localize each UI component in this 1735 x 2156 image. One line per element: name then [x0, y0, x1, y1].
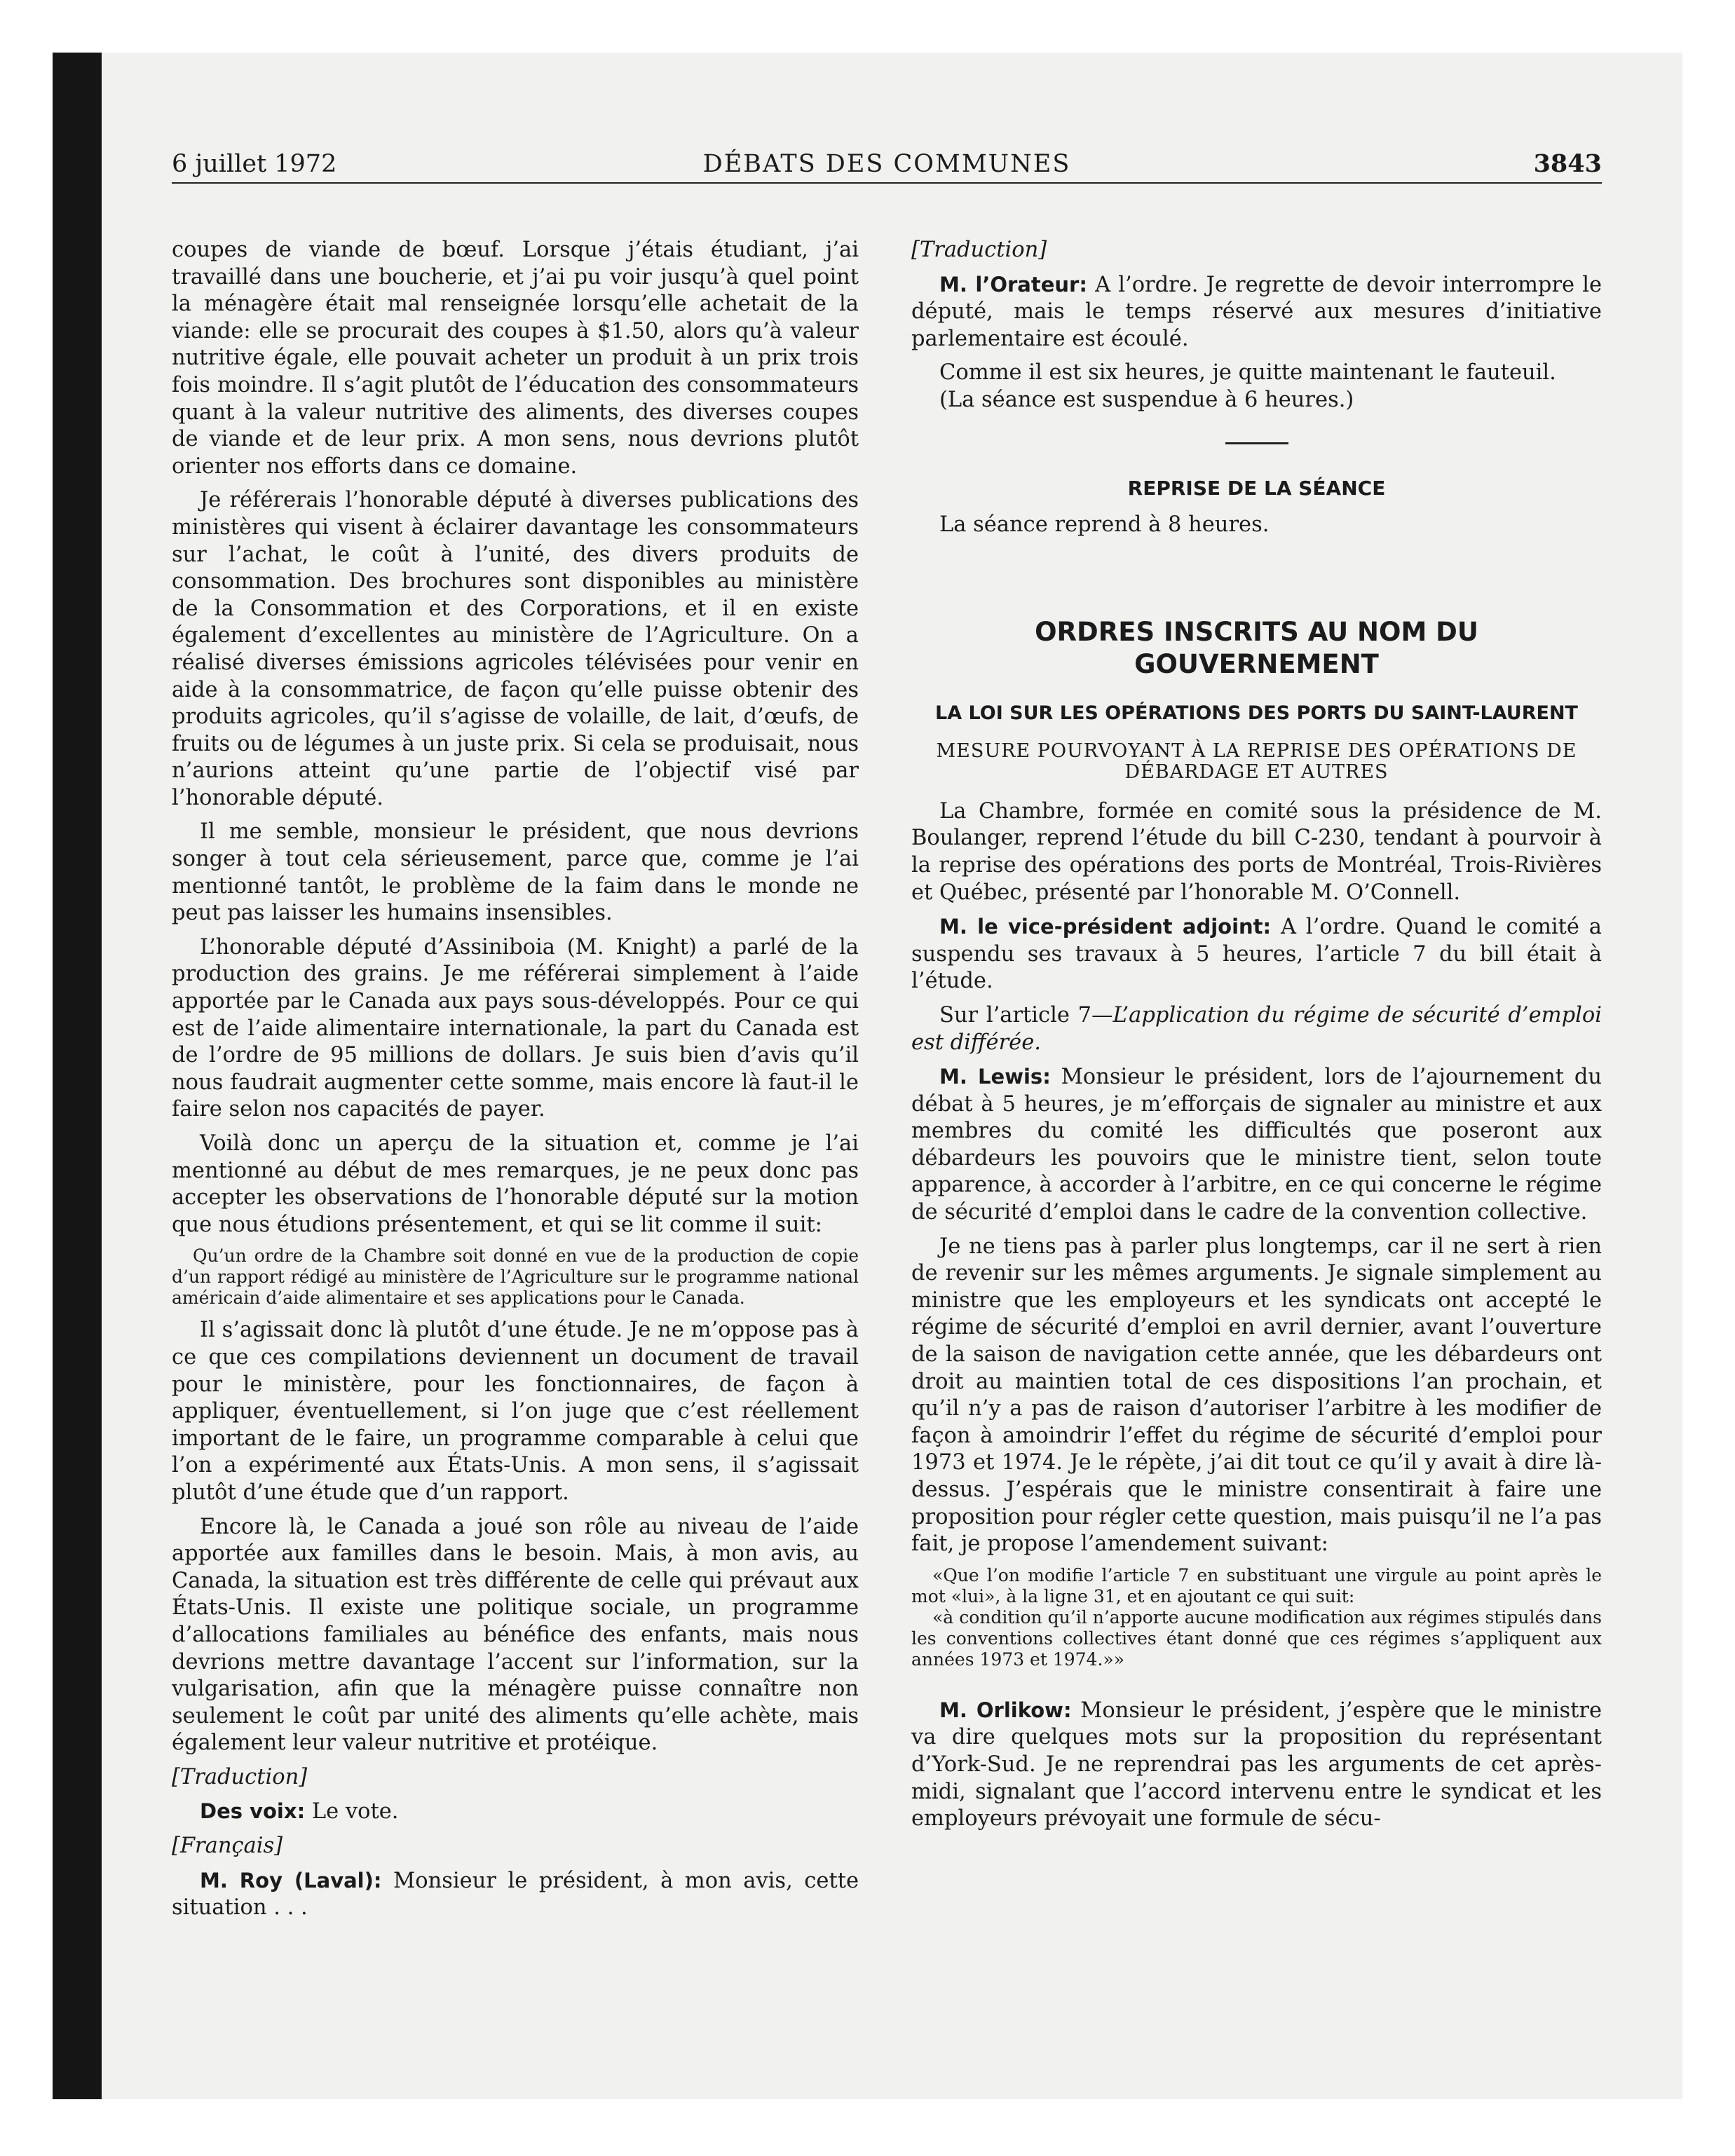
paragraph: Je référerais l’honorable député à diverses publications des ministères qui visent à éclairer davantage les consommateurs sur l’achat, le coût à l’unité, des divers produits de consommation. Des brochures sont disponibles au ministère de la Consommation et des Corporations, et il en existe également d’excellentes au ministère de l’Agriculture. On a réalisé diverses émissions agricoles télévisées pour venir en aide à la consommatrice, de façon qu’elle puisse obtenir des produits agricoles, qu’il s’agisse de volaille, de lait, d’œufs, de fruits ou de légumes à un juste prix. Si cela se produisait, nous n’aurions atteint qu’une partie de l’objectif visé par l’honorable député.: [172, 488, 859, 810]
language-marker: [Français]: [172, 1834, 283, 1859]
speech-des-voix: [172, 1798, 859, 1826]
left-column: [172, 237, 859, 1929]
article-line: [911, 1002, 1602, 1056]
paragraph: coupes de viande de bœuf. Lorsque j’étais étudiant, j’ai travaillé dans une boucherie, et j’ai pu voir jusqu’à quel point la ménagère était mal renseignée lorsqu’elle achetait de la viande: elle se procurait des coupes à $1.50, alors qu’à valeur nutritive égale, elle pouvait acheter un produit à un prix trois fois moindre. Il s’agit plutôt de l’éducation des consommateurs quant à la valeur nutritive des aliments, des diverses coupes de viande et de leur prix. A mon sens, nous devrions plutôt orienter nos efforts dans ce domaine.: [172, 238, 859, 479]
paragraph: Il me semble, monsieur le président, que nous devrions songer à tout cela sérieusement, parce que, comme je l’ai mentionné tantôt, le problème de la faim dans le monde ne peut pas laisser les humains insensibles.: [172, 819, 859, 926]
header-page-number: 3843: [1533, 149, 1602, 178]
speech-lewis: [911, 1063, 1602, 1227]
translation-marker: [Traduction]: [172, 1764, 308, 1789]
speaker-name: M. Orlikow:: [939, 1698, 1072, 1722]
paragraph: (La séance est suspendue à 6 heures.): [939, 387, 1354, 412]
speaker-name: M. Roy (Laval):: [200, 1868, 382, 1892]
loi-heading: LA LOI SUR LES OPÉRATIONS DES PORTS DU SAINT-LAURENT: [935, 702, 1578, 724]
paragraph: Il s’agissait donc là plutôt d’une étude. Je ne m’oppose pas à ce que ces compilations deviennent un document de travail pour le ministère, pour les fonctionnaires, de façon à appliquer, éventuellement, si l’on juge que c’est réellement important de le faire, un programme comparable à celui que l’on a expérimenté aux États-Unis. A mon sens, il s’agissait plutôt d’une étude que d’un rapport.: [172, 1318, 859, 1505]
reprise-heading: REPRISE DE LA SÉANCE: [1127, 476, 1386, 500]
article-title: L’application du régime de sécurité d’emploi est différée.: [911, 1002, 1602, 1055]
paragraph: La Chambre, formée en comité sous la présidence de M. Boulanger, reprend l’étude du bill C-230, tendant à pourvoir à la reprise des opérations des ports de Montréal, Trois-Rivières et Québec, présenté par l’honorable M. O’Connell.: [911, 798, 1602, 905]
mesure-heading: MESURE POURVOYANT À LA REPRISE DES OPÉRATIONS DE DÉBARDAGE ET AUTRES: [936, 739, 1577, 783]
amendment-quote: [911, 1565, 1602, 1670]
speech-text: Monsieur le président, à mon avis, cette situation . . .: [172, 1868, 859, 1920]
header-date: 6 juillet 1972: [172, 150, 337, 178]
speech-text: Monsieur le président, j’espère que le ministre va dire quelques mots sur la proposition du représentant d’York-Sud. Je ne reprendrai pas les arguments de cet après-midi, signalant que l’accord intervenu entre le syndicat et les employeurs prévoyait une formule de sécu-: [911, 1698, 1602, 1831]
paragraph: Encore là, le Canada a joué son rôle au niveau de l’aide apportée aux familles dans le besoin. Mais, à mon avis, au Canada, la situation est très différente de celle qui prévaut aux États-Unis. Il existe une politique sociale, un programme d’allocations familiales au bénéfice des enfants, mais nous devrions mettre davantage l’accent sur l’information, sur la vulgarisation, afin que la ménagère puisse connaître non seulement le coût par unité des aliments qu’elle achète, mais également leur valeur nutritive et protéique.: [172, 1514, 859, 1756]
speaker-name: M. l’Orateur:: [939, 272, 1087, 296]
amendment-quote-line: «à condition qu’il n’apporte aucune modification aux régimes stipulés dans les conventions collectives étant donné que ces régimes s’appliquent aux années 1973 et 1974.»»: [911, 1606, 1602, 1670]
paragraph: Voilà donc un aperçu de la situation et, comme je l’ai mentionné au début de mes remarques, je ne peux donc pas accepter les observations de l’honorable député sur la motion que nous étudions présentement, et qui se lit comme il suit:: [172, 1131, 859, 1237]
page-header: [172, 149, 1602, 184]
article-prefix: Sur l’article 7—: [939, 1002, 1113, 1028]
speaker-name: M. le vice-président adjoint:: [939, 915, 1272, 939]
speech-text: A l’ordre. Je regrette de devoir interrompre le député, mais le temps réservé aux mesures d’initiative parlementaire est écoulé.: [911, 272, 1603, 351]
speaker-name: Des voix:: [200, 1799, 306, 1824]
speech-orlikow: [911, 1697, 1602, 1833]
header-title: DÉBATS DES COMMUNES: [702, 150, 1071, 178]
spacer: [911, 1679, 1602, 1697]
paragraph: La séance reprend à 8 heures.: [939, 512, 1270, 538]
paragraph: L’honorable député d’Assiniboia (M. Knight) a parlé de la production des grains. Je me référerai simplement à l’aide apportée par le Canada aux pays sous-développés. Pour ce qui est de l’aide alimentaire internationale, la part du Canada est de l’ordre de 95 millions de dollars. Je suis bien d’avis qu’il nous faudrait augmenter cette somme, mais encore là faut-il le faire selon nos capacités de payer.: [172, 934, 859, 1122]
paragraph: Comme il est six heures, je quitte maintenant le fauteuil.: [939, 360, 1556, 386]
speech-text: Monsieur le président, lors de l’ajournement du débat à 5 heures, je m’efforçais de signaler au ministre et aux membres du comité les difficultés que poseront aux débardeurs les pouvoirs que le ministre tient, selon toute apparence, à accorder à l’arbitre, en ce qui concerne le régime de sécurité d’emploi dans le cadre de la convention collective.: [911, 1065, 1602, 1225]
ordres-heading: ORDRES INSCRITS AU NOM DU GOUVERNEMENT: [1035, 616, 1478, 679]
scan-edge-shadow: [53, 53, 102, 2099]
speech-vice-president: [911, 913, 1602, 995]
speech-text: A l’ordre. Quand le comité a suspendu ses travaux à 5 heures, l’article 7 du bill était à l’étude.: [911, 915, 1602, 994]
speech-roy: [172, 1867, 859, 1922]
motion-quote: [172, 1246, 859, 1309]
amendment-quote-line: «Que l’on modifie l’article 7 en substituant une virgule au point après le mot «lui», à la ligne 31, et en ajoutant ce qui suit:: [911, 1564, 1602, 1606]
speech-orateur: [911, 271, 1602, 353]
right-column: [911, 237, 1602, 1840]
speech-text: Le vote.: [311, 1799, 399, 1824]
paragraph: Je ne tiens pas à parler plus longtemps, car il ne sert à rien de revenir sur les mêmes arguments. Je signale simplement au ministre que les employeurs et les syndicats ont accepté le régime de sécurité d’emploi en avril dernier, avant l’ouverture de la saison de navigation cette année, que les débardeurs ont droit au maintien total de ces dispositions l’an prochain, et qu’il n’y a pas de raison d’autoriser l’arbitre à les modifier de façon à amoindrir l’effet du régime de sécurité d’emploi pour 1973 et 1974. Je le répète, j’ai dit tout ce qu’il y avait à dire là-dessus. J’espérais que le ministre consentirait à faire une proposition pour régler cette question, mais puisqu’il ne l’a pas fait, je propose l’amendement suivant:: [911, 1234, 1602, 1557]
translation-marker: [Traduction]: [911, 238, 1047, 262]
speaker-name: M. Lewis:: [939, 1065, 1051, 1089]
section-divider: [1225, 442, 1288, 444]
motion-quote-text: Qu’un ordre de la Chambre soit donné en vue de la production de copie d’un rapport rédigé au ministère de l’Agriculture sur le programme national américain d’aide alimentaire et ses applications pour le Canada.: [172, 1246, 859, 1309]
